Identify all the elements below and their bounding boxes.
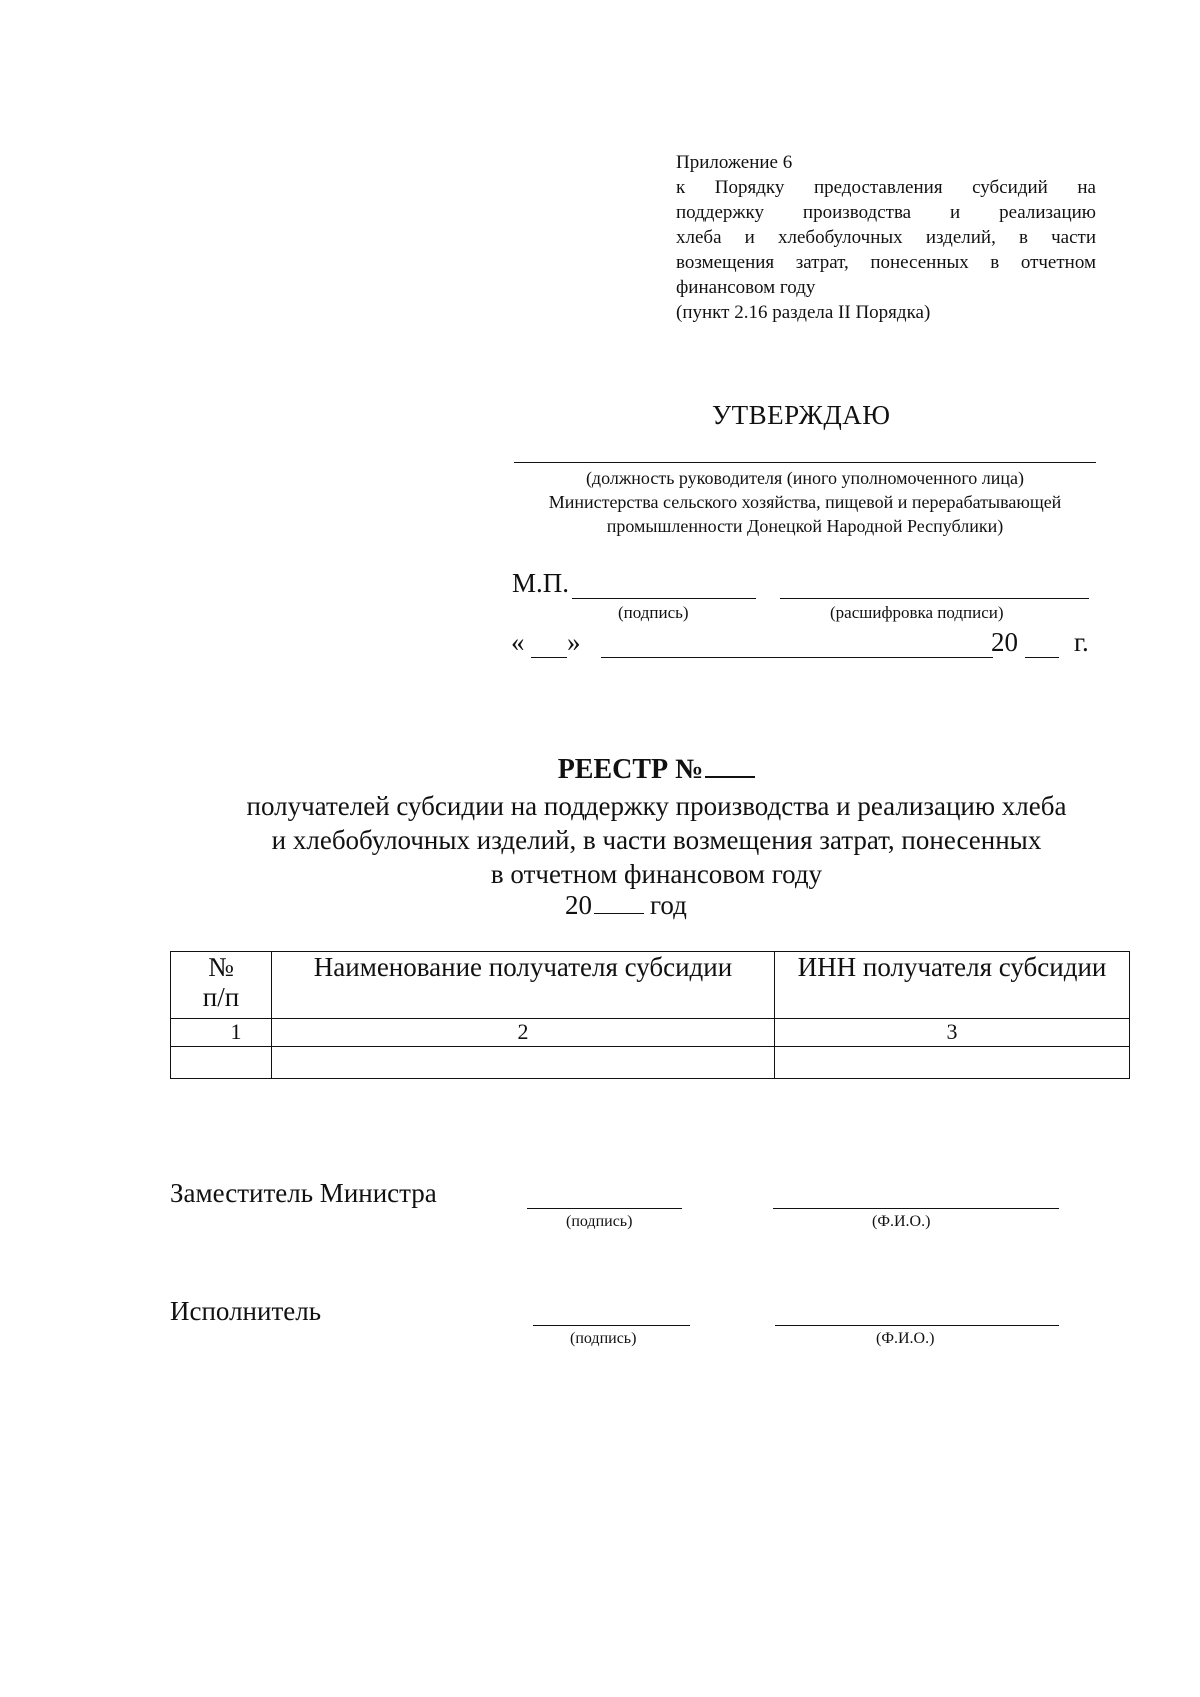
deputy-signature-line [527, 1208, 682, 1209]
column-number-cell: 2 [272, 1019, 775, 1047]
position-line [514, 462, 1096, 463]
register-table [170, 951, 1130, 1079]
table-row [171, 1047, 1130, 1079]
appendix-line: к Порядку предоставления субсидий на [676, 177, 1096, 198]
executor-signature-line [533, 1325, 690, 1326]
appendix-line: (пункт 2.16 раздела II Порядка) [676, 302, 931, 323]
register-number-line [705, 752, 755, 778]
approval-date-row [511, 627, 1096, 661]
appendix-line: хлеба и хлебобулочных изделий, в части [676, 227, 1096, 248]
register-subtitle-line: получателей субсидии на поддержку производства и реализацию хлеба [246, 791, 1067, 821]
register-subtitle-line: в отчетном финансовом году [490, 859, 823, 889]
register-year [565, 890, 687, 921]
executor-name-line [775, 1325, 1059, 1326]
table-cell [171, 1047, 272, 1079]
executor-role: Исполнитель [170, 1296, 322, 1326]
register-year-suffix: год [650, 890, 687, 920]
appendix-line: возмещения затрат, понесенных в отчетном [676, 252, 1096, 273]
table-cell [272, 1047, 775, 1079]
date-month-line [601, 657, 993, 658]
date-year-prefix: 20 [991, 627, 1018, 657]
header-cell-inn: ИНН получателя субсидии [775, 952, 1130, 1019]
register-title-text: РЕЕСТР № [557, 754, 704, 785]
appendix-line: Приложение 6 [676, 152, 793, 173]
approval-title: УТВЕРЖДАЮ [712, 400, 891, 430]
register-title [0, 752, 1200, 786]
table-cell [775, 1047, 1130, 1079]
register-year-prefix: 20 [565, 890, 592, 920]
header-cell-name: Наименование получателя субсидии [272, 952, 775, 1019]
date-year-suffix: г. [1074, 627, 1089, 657]
date-day-line [531, 657, 567, 658]
caption-line: промышленности Донецкой Народной Республики) [606, 516, 1004, 536]
appendix-line: поддержку производства и реализацию [676, 202, 1096, 223]
header-cell-number: № п/п [171, 952, 272, 1019]
approval-decode-label: (расшифровка подписи) [830, 603, 1004, 622]
caption-line: (должность руководителя (иного уполномоченного лица) [585, 468, 1025, 488]
column-number-cell: 1 [171, 1019, 272, 1047]
executor-signature-label: (подпись) [570, 1330, 637, 1347]
deputy-minister-role: Заместитель Министра [170, 1178, 437, 1208]
deputy-name-line [773, 1208, 1059, 1209]
deputy-name-label: (Ф.И.О.) [872, 1213, 931, 1230]
deputy-signature-label: (подпись) [566, 1213, 633, 1230]
table-number-row [171, 1019, 1130, 1047]
approval-decode-line [780, 598, 1089, 599]
date-year-line [1025, 657, 1059, 658]
approval-signature-label: (подпись) [618, 603, 689, 622]
stamp-label: М.П. [512, 568, 570, 598]
table-header-row [171, 952, 1130, 1019]
register-year-line [594, 891, 644, 914]
column-number-cell: 3 [775, 1019, 1130, 1047]
appendix-line: финансовом году [676, 277, 816, 298]
caption-line: Министерства сельского хозяйства, пищевой и перерабатывающей [548, 492, 1062, 512]
position-caption [514, 466, 1096, 538]
approval-signature-line [572, 598, 756, 599]
executor-name-label: (Ф.И.О.) [876, 1330, 935, 1347]
appendix-block [676, 150, 1096, 325]
register-subtitle-line: и хлебобулочных изделий, в части возмещения затрат, понесенных [271, 825, 1042, 855]
register-subtitle [0, 789, 1200, 891]
date-quote-open: « [511, 627, 525, 657]
date-quote-close: » [567, 627, 581, 657]
